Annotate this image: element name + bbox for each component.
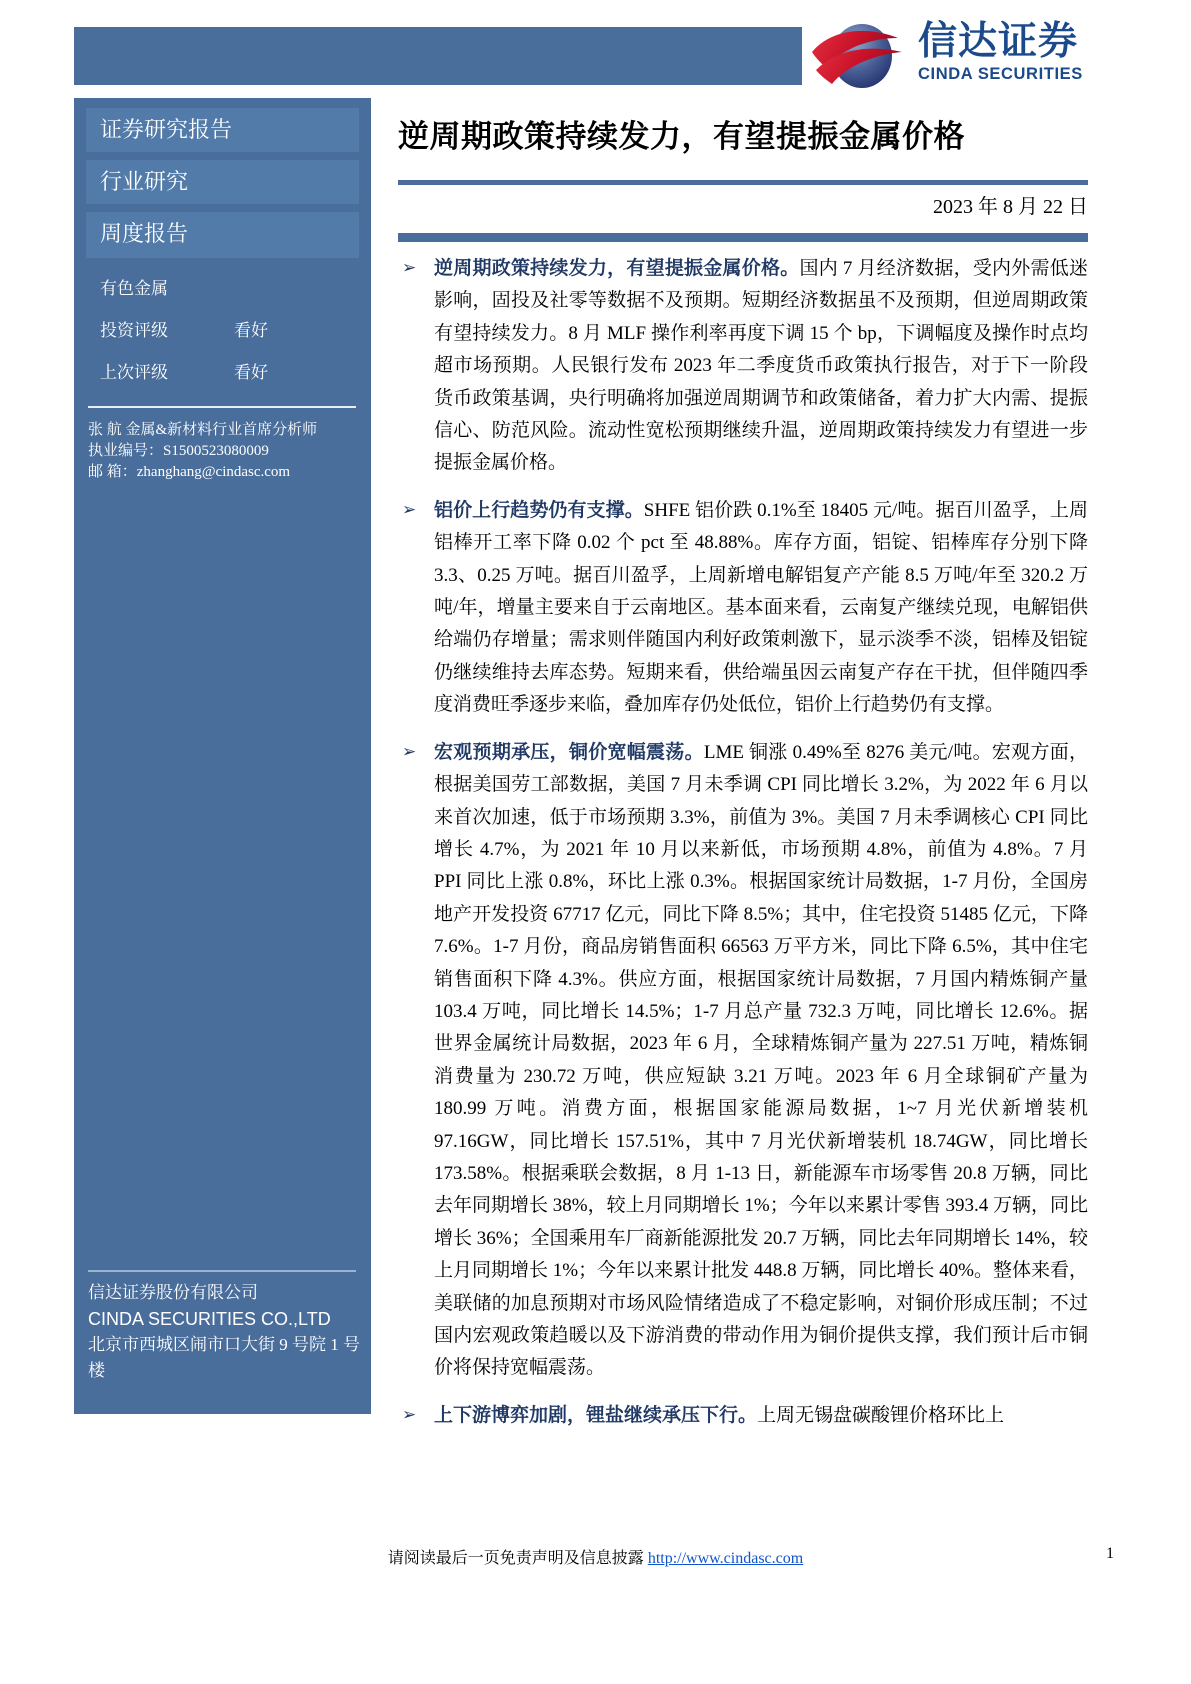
logo-english-name: CINDA SECURITIES [918, 65, 1083, 83]
sidebar-previous-rating-value: 看好 [234, 363, 268, 382]
analyst-license: 执业编号：S1500523080009 [88, 443, 269, 459]
sidebar-previous-rating-label: 上次评级 [100, 363, 168, 382]
bullet-body: LME 铜涨 0.49%至 8276 美元/吨。宏观方面，根据美国劳工部数据，美国 7 月未季调 CPI 同比增长 3.2%，为 2022 年 6 月以来首次加速，低于市场预期 3.3%，前值为 3%。美国 7 月未季调核心 CPI 同比增长 4.7%，为 2021 年 10 月以来新低，市场预期 4.8%，前值为 4.8%。7 月 PPI 同比上涨 0.8%，环比上涨 0.3%。根据国家统计局数据，1-7 月份，全国房地产开发投资 67717 亿元，同比下降 8.5%；其中，住宅投资 51485 亿元，下降 7.6%。1-7 月份，商品房销售面积 66563 万平方米，同比下降 6.5%，其中住宅销售面积下降 4.3%。供应方面，根据国家统计局数据，7 月国内精炼铜产量 103.4 万吨，同比增长 14.5%；1-7 月总产量 732.3 万吨，同比增长 12.6%。据世界金属统计局数据，2023 年 6 月，全球精炼铜产量为 227.51 万吨，精炼铜消费量为 230.72 万吨，供应短缺 3.21 万吨。2023 年 6 月全球铜矿产量为 180.99 万吨。消费方面，根据国家能源局数据，1~7 月光伏新增装机 97.16GW，同比增长 157.51%，其中 7 月光伏新增装机 18.74GW，同比增长 173.58%。根据乘联会数据，8 月 1-13 日，新能源车市场零售 20.8 万辆，同比去年同期增长 38%，较上月同期增长 1%；今年以来累计零售 393.4 万辆，同比增长 36%；全国乘用车厂商新能源批发 20.7 万辆，同比去年同期增长 14%，较上月同期增长 1%；今年以来累计批发 448.8 万辆，同比增长 40%。整体来看，美联储的加息预期对市场风险情绪造成了不稳定影响，对铜价形成压制；不过国内宏观政策趋暖以及下游消费的带动作用为铜价提供支撑，我们预计后市铜价将保持宽幅震荡。 [434, 741, 1088, 1379]
footer-website-link[interactable]: http://www.cindasc.com [647, 1550, 804, 1567]
bullet-paragraph [434, 1399, 1088, 1432]
company-street: 北京市西城区闹市口大街 9 号院 1 号楼 [88, 1335, 360, 1380]
title-rule-bottom [398, 233, 1088, 242]
page-title: 逆周期政策持续发力，有望提振金属价格 [398, 119, 965, 155]
sidebar-rating-label: 投资评级 [100, 321, 168, 340]
company-name-en: CINDA SECURITIES CO.,LTD [88, 1309, 331, 1329]
analyst-name: 张 航 金属&新材料行业首席分析师 [88, 422, 318, 438]
bullet-lead: 铝价上行趋势仍有支撑。 [434, 498, 644, 521]
sidebar-rating-value: 看好 [234, 321, 268, 340]
bullet-paragraph [434, 736, 1088, 1385]
company-logo [810, 16, 1110, 96]
bullet-item [398, 736, 1088, 1385]
bullet-body: 上周无锡盘碳酸锂价格环比上 [757, 1404, 1005, 1426]
analyst-email: 邮 箱：zhanghang@cindasc.com [88, 464, 291, 480]
bullet-arrow-icon: ➢ [402, 741, 417, 762]
footer-disclaimer: 请阅读最后一页免责声明及信息披露 [387, 1550, 644, 1567]
bullet-arrow-icon: ➢ [402, 499, 417, 520]
page-number: 1 [1106, 1545, 1114, 1562]
bullet-arrow-icon: ➢ [402, 258, 417, 278]
bullet-lead: 上下游博弈加剧，锂盐继续承压下行。 [434, 1403, 758, 1426]
sidebar-sector-label: 有色金属 [100, 279, 168, 298]
bullet-item [398, 252, 1088, 480]
header-accent-bar [74, 27, 802, 85]
bullet-arrow-icon: ➢ [402, 1404, 417, 1425]
left-sidebar [74, 98, 371, 1414]
title-rule-top [398, 180, 1088, 185]
logo-chinese-name: 信达证券 [918, 19, 1079, 64]
bullet-item [398, 494, 1088, 722]
report-date: 2023 年 8 月 22 日 [933, 196, 1088, 218]
bullet-lead: 宏观预期承压，铜价宽幅震荡。 [434, 740, 704, 763]
bullet-lead: 逆周期政策持续发力，有望提振金属价格。 [434, 257, 800, 279]
report-body [398, 252, 1088, 1446]
sidebar-band-industry-research: 行业研究 [86, 160, 359, 204]
sidebar-band-research-report: 证券研究报告 [86, 108, 359, 152]
bullet-paragraph [434, 252, 1088, 480]
address-divider [88, 1270, 356, 1272]
company-name-cn: 信达证券股份有限公司 [88, 1283, 258, 1302]
bullet-paragraph [434, 494, 1088, 722]
analyst-info [88, 420, 368, 483]
sidebar-divider [88, 406, 356, 408]
bullet-item [398, 1399, 1088, 1432]
cinda-logo-icon [810, 22, 910, 90]
bullet-body: SHFE 铝价跌 0.1%至 18405 元/吨。据百川盈孚，上周铝棒开工率下降 0.02 个 pct 至 48.88%。库存方面，铝锭、铝棒库存分别下降 3.3、0.25 万吨。据百川盈孚，上周新增电解铝复产产能 8.5 万吨/年至 320.2 万吨/年，增量主要来自于云南地区。基本面来看，云南复产继续兑现，电解铝供给端仍存增量；需求则伴随国内利好政策刺激下，显示淡季不淡，铝棒及铝锭仍继续维持去库态势。短期来看，供给端虽因云南复产存在干扰，但伴随四季度消费旺季逐步来临，叠加库存仍处低位，铝价上行趋势仍有支撑。 [434, 499, 1088, 716]
logo-wordmark [918, 20, 1118, 84]
bullet-body: 国内 7 月经济数据，受内外需低迷影响，固投及社零等数据不及预期。短期经济数据虽不及预期，但逆周期政策有望持续发力。8 月 MLF 操作利率再度下调 15 个 bp，下调幅度及操作时点均超市场预期。人民银行发布 2023 年二季度货币政策执行报告，对于下一阶段货币政策基调，央行明确将加强逆周期调节和政策储备，着力扩大内需、提振信心、防范风险。流动性宽松预期继续升温，逆周期政策持续发力有望进一步提振金属价格。 [434, 258, 1088, 474]
company-address [88, 1280, 366, 1384]
page-footer [0, 1545, 1191, 1568]
sidebar-band-weekly-report: 周度报告 [86, 212, 359, 258]
